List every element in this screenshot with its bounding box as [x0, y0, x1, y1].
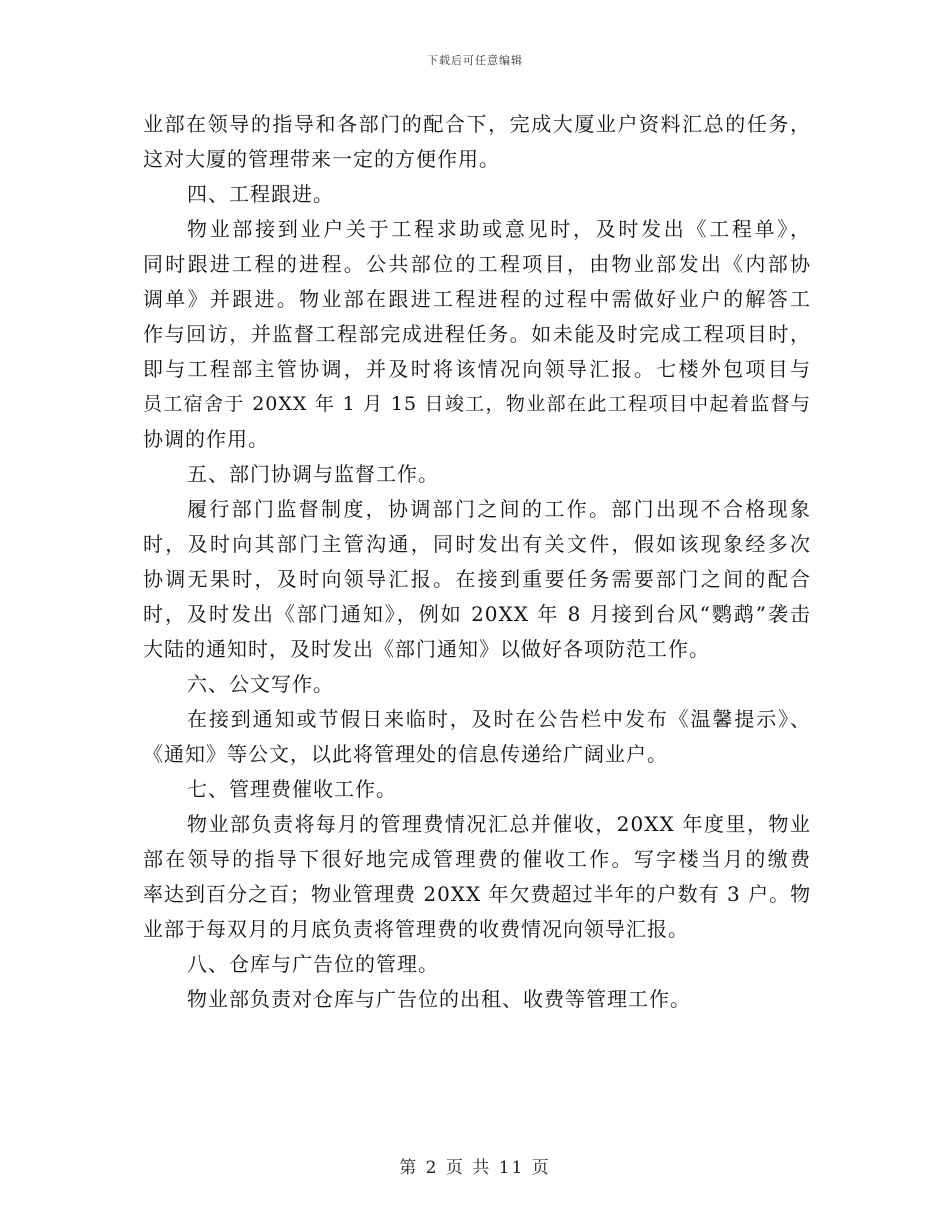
text-line: 大陆的通知时，及时发出《部门通知》以做好各项防范工作。 [143, 637, 710, 661]
text-line: 《通知》等公文，以此将管理处的信息传递给广阔业户。 [143, 742, 668, 766]
text-line: 时，及时发出《部门通知》，例如 20XX 年 8 月接到台风“鹦鹉”袭击 [143, 602, 811, 626]
text-line: 履行部门监督制度，协调部门之间的工作。部门出现不合格现象 [187, 497, 811, 521]
text-line: 作与回访，并监督工程部完成进程任务。如未能及时完成工程项目时， [143, 322, 811, 346]
text-line: 物业部接到业户关于工程求助或意见时，及时发出《工程单》， [187, 217, 811, 241]
text-line: 六、公文写作。 [187, 672, 334, 696]
text-line: 七、管理费催收工作。 [187, 777, 397, 801]
text-line: 物业部负责将每月的管理费情况汇总并催收，20XX 年度里，物业 [187, 812, 811, 836]
text-line: 业部于每双月的月底负责将管理费的收费情况向领导汇报。 [143, 917, 689, 941]
text-line: 同时跟进工程的进程。公共部位的工程项目，由物业部发出《内部协 [143, 252, 811, 276]
text-line: 四、工程跟进。 [187, 182, 334, 206]
text-line: 部在领导的指导下很好地完成管理费的催收工作。写字楼当月的缴费 [143, 847, 811, 871]
document-body [143, 107, 811, 1017]
text-line: 物业部负责对仓库与广告位的出租、收费等管理工作。 [187, 987, 691, 1011]
page-header: 下载后可任意编辑 [427, 54, 523, 67]
text-line: 协调无果时，及时向领导汇报。在接到重要任务需要部门之间的配合 [143, 567, 811, 591]
text-line: 员工宿舍于 20XX 年 1 月 15 日竣工，物业部在此工程项目中起着监督与 [143, 393, 811, 415]
text-line: 率达到百分之百；物业管理费 20XX 年欠费超过半年的户数有 3 户。物 [143, 882, 812, 906]
text-line: 在接到通知或节假日来临时，及时在公告栏中发布《温馨提示》、 [187, 707, 811, 731]
text-line: 调单》并跟进。物业部在跟进工程进程的过程中需做好业户的解答工 [143, 287, 811, 311]
page-number: 第 2 页 共 11 页 [399, 1158, 551, 1178]
text-line: 协调的作用。 [143, 427, 269, 451]
text-line: 业部在领导的指导和各部门的配合下，完成大厦业户资料汇总的任务， [143, 112, 811, 136]
text-line: 这对大厦的管理带来一定的方便作用。 [143, 147, 500, 171]
text-line: 时，及时向其部门主管沟通，同时发出有关文件，假如该现象经多次 [143, 532, 811, 556]
text-line: 八、仓库与广告位的管理。 [187, 952, 439, 976]
text-line: 五、部门协调与监督工作。 [187, 462, 439, 486]
text-line: 即与工程部主管协调，并及时将该情况向领导汇报。七楼外包项目与 [143, 357, 811, 381]
